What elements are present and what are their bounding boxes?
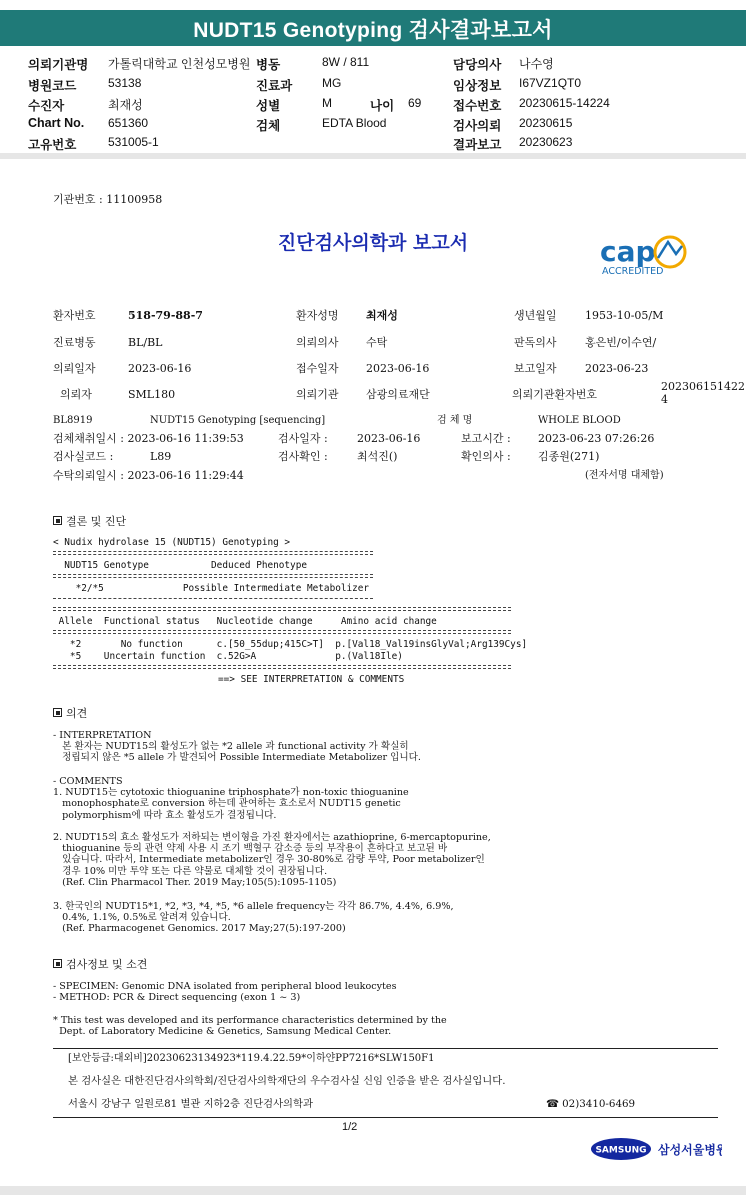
allele-row-5: *5 Uncertain function c.52G>A p.(Val18Ile) (53, 651, 403, 662)
header-value: 20230623 (519, 135, 573, 149)
report-time: 2023-06-23 07:26:26 (538, 432, 655, 445)
patient-field-value: BL/BL (128, 336, 163, 349)
test-code: BL8919 (53, 415, 93, 426)
specimen-method-text: - SPECIMEN: Genomic DNA isolated from peripheral blood leukocytes - METHOD: PCR & Direct sequencing (exon 1 ~ 3) (53, 981, 397, 1004)
header-label: 수진자 (28, 99, 65, 113)
comment-2-text: 2. NUDT15의 효소 활성도가 저하되는 변이형을 가진 환자에서는 azathioprine, 6-mercaptopurine, thioguanine 등의 관련 약제 사용 시 조기 백혈구 감소증 등의 부작용이 흔하다고 보고된 바 있습니다. 따라서, Intermediate metabolizer인 경우 30-80%로 감량 투약, Poor metabolizer인 경우 10% 미만 투약 또는 다른 약물로 대체할 것이 권장됩니다. (Ref. Clin Pharmacol Ther. 2019 May;105(5):1095-1105) (53, 832, 491, 888)
report-time-label: 보고시간 : (461, 432, 511, 445)
interpretation-text: - INTERPRETATION 본 환자는 NUDT15의 활성도가 없는 *2 allele 과 functional activity 가 확실히 정립되지 않은 *5 allele 가 발견되어 Possible Intermediate Metabolizer 입니다. (53, 730, 421, 764)
patient-field-label: 진료병동 (53, 336, 96, 349)
footer-rule (53, 1117, 718, 1118)
patient-field-value: 삼광의료재단 (366, 388, 430, 401)
rule (53, 574, 373, 578)
genotype-header: NUDT15 Genotype Deduced Phenotype (53, 560, 307, 571)
hospital-name: 삼성서울병원 (658, 1143, 722, 1157)
banner-title: NUDT15 Genotyping 검사결과보고서 (193, 19, 553, 42)
comments-text: - COMMENTS 1. NUDT15는 cytotoxic thioguanine triphosphate가 non-toxic thioguanine monophosphate로 conversion 하는데 관여하는 효소로서 NUDT15 genetic polymorphism에 따라 효소 활성도가 결정됩니다. (53, 776, 409, 821)
header-label: 접수번호 (453, 99, 502, 113)
certification-text: 본 검사실은 대한진단검사의학회/진단검사의학재단의 우수검사실 신임 인증을 받은 검사실입니다. (68, 1075, 506, 1087)
patient-field-label: 접수일자 (296, 362, 339, 375)
patient-field-value: 수탁 (366, 336, 388, 349)
test-name: NUDT15 Genotyping [sequencing] (150, 415, 326, 426)
section-bullet-icon (53, 516, 62, 525)
institution-number: 기관번호 : 11100958 (53, 193, 163, 206)
test-date-label: 검사일자 : (278, 432, 328, 445)
see-interpretation: ==> SEE INTERPRETATION & COMMENTS (218, 674, 405, 685)
samsung-logo (590, 1136, 722, 1162)
confirm-doctor: 김종원(271) (538, 450, 600, 463)
patient-field-label: 환자번호 (53, 309, 96, 322)
patient-field-label: 보고일자 (514, 362, 557, 375)
header-label: 담당의사 (453, 58, 502, 72)
header-value: EDTA Blood (322, 116, 387, 130)
genotype-result: *2/*5 Possible Intermediate Metabolizer (53, 583, 370, 594)
bottom-divider (0, 1186, 746, 1195)
section-label: 결론 및 진단 (66, 515, 127, 528)
rule (53, 630, 511, 634)
header-value: 651360 (108, 116, 149, 130)
divider (0, 153, 746, 159)
header-value: 53138 (108, 76, 142, 90)
patient-field-value: 202306151422 4 (661, 380, 745, 406)
verifier: 최석진() (357, 450, 398, 463)
header-value: I67VZ1QT0 (519, 76, 582, 90)
footer-rule (53, 1048, 718, 1049)
header-value: 20230615 (519, 116, 573, 130)
header-value: M (322, 96, 332, 110)
section-opinion-title (53, 707, 87, 720)
section-bullet-icon (53, 708, 62, 717)
report-title: 진단검사의학과 보고서 (277, 232, 469, 254)
patient-field-value: 2023-06-16 (128, 362, 192, 375)
header-value: 20230615-14224 (519, 96, 610, 110)
patient-field-value: 최재성 (366, 309, 398, 322)
header-label: 진료과 (256, 79, 293, 93)
lab-phone: ☎ 02)3410-6469 (546, 1098, 636, 1110)
header-value: 최재성 (108, 98, 143, 112)
section-conclusion-title (53, 515, 126, 528)
header-label: 검체 (256, 119, 281, 133)
section-label: 검사정보 및 소견 (66, 958, 148, 971)
cap-logo-text: cap (600, 235, 656, 268)
header-label: Chart No. (28, 116, 85, 130)
header-label: 검사의뢰 (453, 119, 502, 133)
header-age-label: 나이 (370, 99, 395, 113)
header-label: 병원코드 (28, 79, 77, 93)
header-label: 결과보고 (453, 138, 502, 152)
disclaimer-text: * This test was developed and its performance characteristics determined by the Dept. of Laboratory Medicine & Genetics, Samsung Medical Center. (53, 1015, 447, 1038)
cap-logo-sub: ACCREDITED (602, 266, 664, 277)
rule (53, 551, 373, 555)
allele-header: Allele Functional status Nucleotide change Amino acid change (53, 616, 437, 627)
header-label: 병동 (256, 58, 281, 72)
specimen-value: WHOLE BLOOD (538, 415, 621, 426)
patient-field-value: 518-79-88-7 (128, 309, 203, 322)
header-age-value: 69 (408, 96, 422, 110)
patient-field-value: 1953-10-05/M (585, 309, 664, 322)
rule (53, 607, 511, 611)
header-label: 의뢰기관명 (28, 58, 89, 72)
security-line: [보안등급:대외비]20230623134923*119.4.22.59*이하얀PP7216*SLW150F1 (68, 1053, 435, 1064)
e-signature-note: (전자서명 대체함) (585, 470, 664, 481)
patient-field-label: 의뢰자 (60, 388, 92, 401)
header-label: 성별 (256, 99, 281, 113)
samsung-logo-text: SAMSUNG (595, 1145, 647, 1156)
header-value: 531005-1 (108, 135, 159, 149)
collected-datetime: 검체채취일시 : 2023-06-16 11:39:53 (53, 432, 244, 445)
patient-field-value: 2023-06-16 (366, 362, 430, 375)
patient-field-label: 의뢰기관환자번호 (512, 388, 598, 401)
patient-field-value: 2023-06-23 (585, 362, 649, 375)
header-value: MG (322, 76, 342, 90)
confirm-doctor-label: 확인의사 : (461, 450, 511, 463)
rule (53, 598, 373, 599)
test-date: 2023-06-16 (357, 432, 421, 445)
header-label: 임상정보 (453, 79, 502, 93)
patient-field-value: SML180 (128, 388, 176, 401)
comment-3-text: 3. 한국인의 NUDT15*1, *2, *3, *4, *5, *6 allele frequency는 각각 86.7%, 4.4%, 6.9%, 0.4%, 1.1%, 0.5%로 알려져 있습니다. (Ref. Pharmacogenet Genomics. 2017 May;27(5):197-200) (53, 901, 454, 935)
patient-field-value: 홍은빈/이수연/ (585, 336, 657, 349)
patient-field-label: 의뢰기관 (296, 388, 339, 401)
patient-field-label: 의뢰의사 (296, 336, 339, 349)
cap-accredited-logo (598, 232, 690, 278)
lab-code: L89 (150, 450, 172, 463)
patient-field-label: 판독의사 (514, 336, 557, 349)
section-bullet-icon (53, 959, 62, 968)
genotyping-subtitle: < Nudix hydrolase 15 (NUDT15) Genotyping > (53, 537, 291, 548)
specimen-label: 검 체 명 (437, 415, 473, 426)
section-testinfo-title (53, 958, 147, 971)
verify-label: 검사확인 : (278, 450, 328, 463)
header-value: 나수영 (519, 57, 554, 71)
request-datetime: 수탁의뢰일시 : 2023-06-16 11:29:44 (53, 469, 244, 482)
lab-address: 서울시 강남구 일원로81 별관 지하2층 진단검사의학과 (68, 1098, 313, 1110)
patient-field-label: 생년월일 (514, 309, 557, 322)
header-value: 8W / 811 (322, 55, 370, 69)
rule (53, 665, 511, 669)
header-value: 가톨릭대학교 인천성모병원 (108, 57, 251, 71)
section-label: 의견 (66, 707, 88, 720)
patient-field-label: 환자성명 (296, 309, 339, 322)
lab-code-label: 검사실코드 : (53, 450, 114, 463)
patient-field-label: 의뢰일자 (53, 362, 96, 375)
allele-row-2: *2 No function c.[50_55dup;415C>T] p.[Val18_Val19insGlyVal;Arg139Cys] (53, 639, 528, 650)
page-number: 1/2 (342, 1121, 358, 1133)
header-label: 고유번호 (28, 138, 77, 152)
